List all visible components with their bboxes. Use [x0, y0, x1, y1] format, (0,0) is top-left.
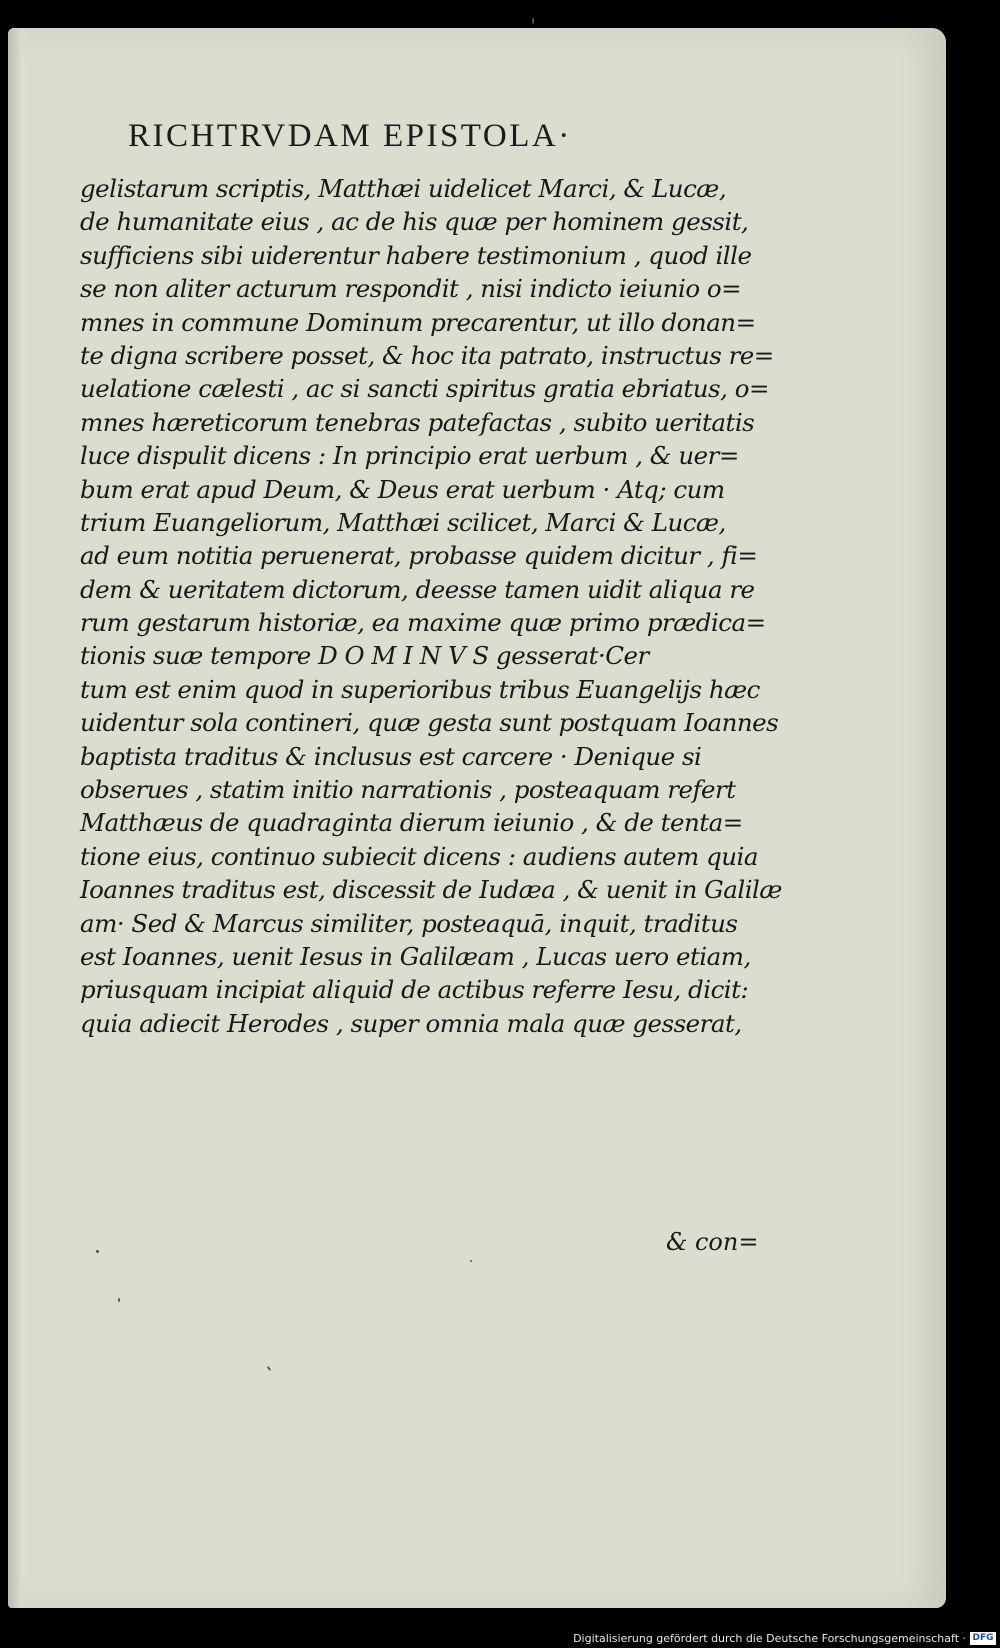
- text-line: tionis suæ tempore D O M I N V S gesserat·Cer: [80, 641, 649, 671]
- body-text: [80, 172, 780, 1040]
- paper-speck: [118, 1298, 120, 1302]
- text-line: priusquam incipiat aliquid de actibus referre Iesu, dicit:: [80, 975, 749, 1005]
- text-line: am· Sed & Marcus similiter, posteaquā, inquit, traditus: [80, 908, 738, 938]
- text-line: dem & ueritatem dictorum, deesse tamen uidit aliqua re: [80, 574, 755, 604]
- text-line: Matthæus de quadraginta dierum ieiunio , & de tenta=: [80, 808, 743, 838]
- text-line: rum gestarum historiæ, ea maxime quæ primo prædica=: [80, 608, 766, 638]
- catchword: & con=: [666, 1228, 759, 1256]
- text-line: gelistarum scriptis, Matthæi uidelicet Marci, & Lucæ,: [80, 174, 727, 203]
- dfg-logo: DFG: [970, 1632, 996, 1645]
- text-line: uelatione cælesti , ac si sancti spiritus gratia ebriatus, o=: [80, 374, 769, 404]
- page-gutter-edge: [8, 28, 22, 1608]
- text-line: tione eius, continuo subiecit dicens : audiens autem quia: [80, 841, 758, 871]
- paper-speck: [96, 1250, 99, 1253]
- text-line: mnes in commune Dominum precarentur, ut illo donan=: [80, 307, 756, 337]
- text-line: bum erat apud Deum, & Deus erat uerbum · Atq; cum: [80, 474, 725, 504]
- running-head: RICHTRVDAM EPISTOLA·: [128, 118, 572, 154]
- text-line: sufficiens sibi uiderentur habere testimonium , quod ille: [80, 240, 752, 270]
- text-line: est Ioannes, uenit Iesus in Galilæam , Lucas uero etiam,: [80, 941, 751, 971]
- text-line: se non aliter acturum respondit , nisi indicto ieiunio o=: [80, 274, 742, 304]
- paper-speck: [470, 1260, 472, 1262]
- text-line: uidentur sola contineri, quæ gesta sunt postquam Ioannes: [80, 708, 779, 738]
- text-line: luce dispulit dicens : In principio erat uerbum , & uer=: [80, 441, 739, 471]
- text-line: Ioannes traditus est, discessit de Iudæa , & uenit in Galilæ: [80, 875, 782, 905]
- text-line: de humanitate eius , ac de his quæ per hominem gessit,: [80, 207, 749, 237]
- text-line: mnes hæreticorum tenebras patefactas , subito ueritatis: [80, 407, 755, 437]
- text-line: te digna scribere posset, & hoc ita patrato, instructus re=: [80, 340, 774, 370]
- funding-credit: Digitalisierung gefördert durch die Deutsche Forschungsgemeinschaft ·: [573, 1632, 966, 1645]
- text-line: tum est enim quod in superioribus tribus Euangelijs hæc: [80, 674, 760, 704]
- text-line: ad eum notitia peruenerat, probasse quidem dicitur , fi=: [80, 541, 758, 571]
- text-line: obserues , statim initio narrationis , posteaquam refert: [80, 775, 736, 805]
- text-line: quia adiecit Herodes , super omnia mala quæ gesserat,: [80, 1008, 742, 1038]
- text-line: baptista traditus & inclusus est carcere · Denique si: [80, 741, 702, 771]
- paper-speck: [532, 18, 534, 24]
- text-line: trium Euangeliorum, Matthæi scilicet, Marci & Lucæ,: [80, 507, 726, 537]
